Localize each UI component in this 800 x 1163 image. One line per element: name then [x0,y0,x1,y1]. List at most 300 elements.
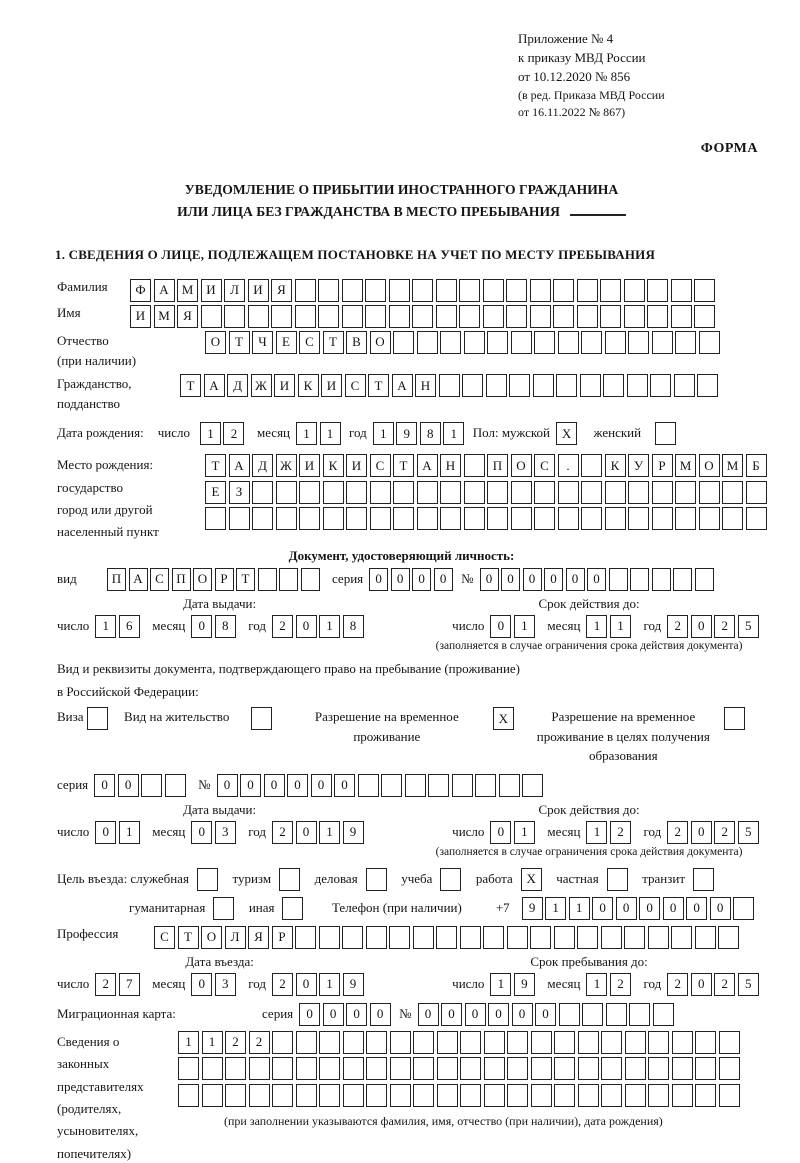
char-cell[interactable] [655,422,676,445]
char-cell[interactable] [342,926,363,949]
char-cell[interactable] [554,1084,575,1107]
char-cell[interactable] [558,481,579,504]
char-cell[interactable] [600,305,621,328]
char-cell[interactable]: 0 [412,568,431,591]
char-cell[interactable] [697,374,718,397]
char-cell[interactable]: 9 [514,973,535,996]
char-cell[interactable]: 0 [710,897,731,920]
char-cell[interactable]: 0 [217,774,238,797]
char-cell[interactable]: 1 [320,422,341,445]
char-cell[interactable] [511,481,532,504]
char-cell[interactable]: С [299,331,320,354]
char-cell[interactable]: 1 [545,897,566,920]
char-cell[interactable] [581,331,602,354]
char-cell[interactable] [522,774,543,797]
char-cell[interactable] [582,1003,603,1026]
char-cell[interactable] [652,507,673,530]
char-cell[interactable] [252,481,273,504]
char-cell[interactable] [343,1057,364,1080]
char-cell[interactable] [87,707,108,730]
char-cell[interactable]: С [370,454,391,477]
char-cell[interactable] [601,1084,622,1107]
char-cell[interactable] [648,1031,669,1054]
char-cell[interactable]: 0 [512,1003,533,1026]
char-cell[interactable] [693,868,714,891]
char-cell[interactable] [648,1057,669,1080]
char-cell[interactable] [390,1084,411,1107]
char-cell[interactable] [746,481,767,504]
char-cell[interactable] [671,305,692,328]
char-cell[interactable] [601,1057,622,1080]
char-cell[interactable] [342,305,363,328]
char-cell[interactable]: Ч [252,331,273,354]
char-cell[interactable] [530,305,551,328]
char-cell[interactable] [301,568,320,591]
char-cell[interactable] [413,1057,434,1080]
char-cell[interactable]: П [172,568,191,591]
char-cell[interactable] [609,568,628,591]
char-cell[interactable] [440,507,461,530]
char-cell[interactable]: 0 [592,897,613,920]
char-cell[interactable]: Е [205,481,226,504]
char-cell[interactable] [605,331,626,354]
char-cell[interactable] [358,774,379,797]
char-cell[interactable] [483,279,504,302]
char-cell[interactable] [437,1057,458,1080]
char-cell[interactable]: Т [205,454,226,477]
char-cell[interactable]: С [534,454,555,477]
char-cell[interactable]: П [487,454,508,477]
char-cell[interactable] [440,868,461,891]
char-cell[interactable] [276,481,297,504]
char-cell[interactable] [647,279,668,302]
char-cell[interactable] [694,279,715,302]
char-cell[interactable]: Ф [130,279,151,302]
char-cell[interactable]: . [558,454,579,477]
char-cell[interactable]: И [321,374,342,397]
char-cell[interactable]: 2 [714,615,735,638]
char-cell[interactable]: Т [236,568,255,591]
char-cell[interactable]: И [346,454,367,477]
char-cell[interactable]: 5 [738,615,759,638]
char-cell[interactable]: С [345,374,366,397]
char-cell[interactable] [437,1084,458,1107]
char-cell[interactable]: 1 [514,821,535,844]
char-cell[interactable] [413,1031,434,1054]
char-cell[interactable] [509,374,530,397]
char-cell[interactable]: 2 [714,821,735,844]
char-cell[interactable]: 0 [566,568,585,591]
char-cell[interactable]: И [299,454,320,477]
char-cell[interactable] [393,481,414,504]
char-cell[interactable]: 6 [119,615,140,638]
char-cell[interactable] [319,1031,340,1054]
char-cell[interactable] [366,1031,387,1054]
char-cell[interactable] [439,374,460,397]
char-cell[interactable]: Т [229,331,250,354]
char-cell[interactable]: 0 [488,1003,509,1026]
char-cell[interactable]: Н [415,374,436,397]
char-cell[interactable] [483,926,504,949]
char-cell[interactable] [746,507,767,530]
char-cell[interactable] [487,331,508,354]
char-cell[interactable]: С [150,568,169,591]
char-cell[interactable] [178,1057,199,1080]
char-cell[interactable] [440,481,461,504]
char-cell[interactable]: И [130,305,151,328]
char-cell[interactable] [487,481,508,504]
char-cell[interactable]: Т [180,374,201,397]
char-cell[interactable]: 5 [738,973,759,996]
char-cell[interactable] [346,507,367,530]
char-cell[interactable]: 1 [569,897,590,920]
char-cell[interactable]: 1 [178,1031,199,1054]
char-cell[interactable]: 2 [272,615,293,638]
char-cell[interactable]: Т [368,374,389,397]
char-cell[interactable]: Р [272,926,293,949]
char-cell[interactable] [436,305,457,328]
char-cell[interactable]: 0 [490,615,511,638]
char-cell[interactable]: О [370,331,391,354]
char-cell[interactable] [460,926,481,949]
char-cell[interactable] [389,305,410,328]
char-cell[interactable] [628,331,649,354]
char-cell[interactable] [393,507,414,530]
char-cell[interactable]: 0 [240,774,261,797]
char-cell[interactable]: 2 [667,615,688,638]
char-cell[interactable] [507,1031,528,1054]
char-cell[interactable] [628,481,649,504]
char-cell[interactable]: 9 [522,897,543,920]
char-cell[interactable] [673,568,692,591]
char-cell[interactable] [225,1057,246,1080]
char-cell[interactable]: 3 [215,821,236,844]
char-cell[interactable]: 1 [319,973,340,996]
char-cell[interactable] [205,507,226,530]
char-cell[interactable] [577,305,598,328]
char-cell[interactable] [393,331,414,354]
char-cell[interactable] [213,897,234,920]
char-cell[interactable]: И [201,279,222,302]
char-cell[interactable]: М [177,279,198,302]
char-cell[interactable] [370,507,391,530]
char-cell[interactable]: 0 [391,568,410,591]
char-cell[interactable] [370,481,391,504]
char-cell[interactable]: 1 [514,615,535,638]
char-cell[interactable]: П [107,568,126,591]
char-cell[interactable] [719,1057,740,1080]
char-cell[interactable] [483,305,504,328]
char-cell[interactable] [276,507,297,530]
char-cell[interactable]: А [417,454,438,477]
char-cell[interactable] [577,279,598,302]
char-cell[interactable]: Т [323,331,344,354]
char-cell[interactable]: 0 [418,1003,439,1026]
char-cell[interactable] [437,1031,458,1054]
char-cell[interactable]: И [274,374,295,397]
char-cell[interactable] [600,279,621,302]
char-cell[interactable]: 8 [343,615,364,638]
char-cell[interactable] [580,374,601,397]
char-cell[interactable] [625,1057,646,1080]
char-cell[interactable] [346,481,367,504]
char-cell[interactable]: О [699,454,720,477]
char-cell[interactable]: 1 [490,973,511,996]
char-cell[interactable] [554,1057,575,1080]
char-cell[interactable] [366,926,387,949]
char-cell[interactable]: 0 [465,1003,486,1026]
char-cell[interactable] [452,774,473,797]
char-cell[interactable]: 2 [225,1031,246,1054]
char-cell[interactable]: 2 [249,1031,270,1054]
char-cell[interactable]: Д [252,454,273,477]
char-cell[interactable]: А [229,454,250,477]
char-cell[interactable]: А [204,374,225,397]
char-cell[interactable]: 9 [396,422,417,445]
char-cell[interactable] [648,1084,669,1107]
char-cell[interactable] [724,707,745,730]
char-cell[interactable]: 1 [200,422,221,445]
char-cell[interactable] [628,507,649,530]
char-cell[interactable] [581,481,602,504]
char-cell[interactable]: И [248,279,269,302]
char-cell[interactable] [699,481,720,504]
char-cell[interactable] [323,481,344,504]
char-cell[interactable]: 0 [501,568,520,591]
char-cell[interactable]: 0 [95,821,116,844]
char-cell[interactable] [558,331,579,354]
char-cell[interactable]: 0 [118,774,139,797]
char-cell[interactable] [531,1084,552,1107]
char-cell[interactable] [530,279,551,302]
char-cell[interactable] [722,507,743,530]
char-cell[interactable] [629,1003,650,1026]
char-cell[interactable] [624,926,645,949]
char-cell[interactable] [577,926,598,949]
char-cell[interactable]: 1 [319,821,340,844]
char-cell[interactable] [511,331,532,354]
char-cell[interactable] [605,507,626,530]
char-cell[interactable]: З [229,481,250,504]
char-cell[interactable] [460,1084,481,1107]
char-cell[interactable]: 0 [480,568,499,591]
char-cell[interactable]: 0 [691,973,712,996]
char-cell[interactable]: Ж [251,374,272,397]
char-cell[interactable] [534,481,555,504]
char-cell[interactable]: О [511,454,532,477]
char-cell[interactable]: 1 [296,422,317,445]
char-cell[interactable] [405,774,426,797]
char-cell[interactable]: Т [393,454,414,477]
char-cell[interactable] [464,507,485,530]
char-cell[interactable] [436,279,457,302]
char-cell[interactable] [534,331,555,354]
char-cell[interactable] [719,1084,740,1107]
char-cell[interactable]: К [605,454,626,477]
char-cell[interactable]: 2 [272,973,293,996]
char-cell[interactable] [675,507,696,530]
char-cell[interactable]: Т [178,926,199,949]
char-cell[interactable] [581,507,602,530]
char-cell[interactable]: Р [215,568,234,591]
char-cell[interactable]: М [722,454,743,477]
char-cell[interactable]: 1 [586,821,607,844]
char-cell[interactable]: У [628,454,649,477]
char-cell[interactable]: 0 [94,774,115,797]
char-cell[interactable] [695,926,716,949]
char-cell[interactable]: 0 [191,821,212,844]
char-cell[interactable]: 0 [311,774,332,797]
char-cell[interactable]: О [193,568,212,591]
char-cell[interactable] [271,305,292,328]
char-cell[interactable]: 2 [610,973,631,996]
char-cell[interactable] [601,926,622,949]
char-cell[interactable]: Я [271,279,292,302]
char-cell[interactable] [484,1057,505,1080]
char-cell[interactable]: О [201,926,222,949]
char-cell[interactable] [534,507,555,530]
char-cell[interactable] [296,1084,317,1107]
char-cell[interactable]: 0 [691,615,712,638]
char-cell[interactable] [507,1084,528,1107]
char-cell[interactable] [460,1031,481,1054]
char-cell[interactable] [282,897,303,920]
char-cell[interactable] [319,1084,340,1107]
char-cell[interactable] [652,331,673,354]
char-cell[interactable] [318,305,339,328]
char-cell[interactable]: 0 [296,821,317,844]
char-cell[interactable] [390,1057,411,1080]
char-cell[interactable]: X [521,868,542,891]
char-cell[interactable]: 9 [343,973,364,996]
char-cell[interactable] [295,305,316,328]
char-cell[interactable] [342,279,363,302]
char-cell[interactable]: 0 [535,1003,556,1026]
char-cell[interactable] [464,331,485,354]
char-cell[interactable]: 0 [686,897,707,920]
char-cell[interactable] [675,331,696,354]
char-cell[interactable] [652,568,671,591]
char-cell[interactable] [440,331,461,354]
char-cell[interactable]: 0 [369,568,388,591]
char-cell[interactable] [459,305,480,328]
char-cell[interactable] [675,481,696,504]
char-cell[interactable] [556,374,577,397]
char-cell[interactable]: 1 [373,422,394,445]
char-cell[interactable]: 0 [587,568,606,591]
char-cell[interactable] [389,926,410,949]
char-cell[interactable] [699,507,720,530]
char-cell[interactable]: 8 [420,422,441,445]
char-cell[interactable] [553,305,574,328]
char-cell[interactable] [366,1084,387,1107]
char-cell[interactable]: 0 [296,973,317,996]
char-cell[interactable] [625,1031,646,1054]
char-cell[interactable] [295,279,316,302]
char-cell[interactable] [484,1084,505,1107]
char-cell[interactable]: 1 [202,1031,223,1054]
char-cell[interactable] [499,774,520,797]
char-cell[interactable] [695,1057,716,1080]
char-cell[interactable] [603,374,624,397]
char-cell[interactable] [460,1057,481,1080]
char-cell[interactable] [249,1084,270,1107]
char-cell[interactable] [578,1057,599,1080]
char-cell[interactable] [627,374,648,397]
char-cell[interactable]: О [205,331,226,354]
char-cell[interactable]: Д [227,374,248,397]
char-cell[interactable] [507,926,528,949]
char-cell[interactable]: Я [177,305,198,328]
char-cell[interactable]: М [154,305,175,328]
char-cell[interactable]: С [154,926,175,949]
char-cell[interactable]: К [323,454,344,477]
char-cell[interactable] [671,279,692,302]
char-cell[interactable]: Н [440,454,461,477]
char-cell[interactable] [605,481,626,504]
char-cell[interactable] [224,305,245,328]
char-cell[interactable]: Б [746,454,767,477]
char-cell[interactable] [272,1057,293,1080]
char-cell[interactable] [296,1031,317,1054]
char-cell[interactable] [694,305,715,328]
char-cell[interactable]: Р [652,454,673,477]
char-cell[interactable] [695,1084,716,1107]
char-cell[interactable]: 0 [191,615,212,638]
char-cell[interactable]: 2 [667,821,688,844]
char-cell[interactable]: 1 [319,615,340,638]
char-cell[interactable] [578,1084,599,1107]
char-cell[interactable] [554,926,575,949]
char-cell[interactable]: 0 [434,568,453,591]
char-cell[interactable] [248,305,269,328]
char-cell[interactable] [279,868,300,891]
char-cell[interactable]: 1 [95,615,116,638]
char-cell[interactable] [674,374,695,397]
char-cell[interactable] [252,507,273,530]
char-cell[interactable] [531,1031,552,1054]
char-cell[interactable] [251,707,272,730]
char-cell[interactable]: 0 [287,774,308,797]
char-cell[interactable] [719,1031,740,1054]
char-cell[interactable] [624,279,645,302]
char-cell[interactable] [581,454,602,477]
char-cell[interactable] [506,305,527,328]
char-cell[interactable]: А [154,279,175,302]
char-cell[interactable]: 1 [443,422,464,445]
char-cell[interactable] [318,279,339,302]
char-cell[interactable] [533,374,554,397]
char-cell[interactable] [601,1031,622,1054]
char-cell[interactable] [319,1057,340,1080]
char-cell[interactable] [202,1057,223,1080]
char-cell[interactable] [672,1057,693,1080]
char-cell[interactable] [141,774,162,797]
char-cell[interactable]: 3 [215,973,236,996]
char-cell[interactable]: 0 [296,615,317,638]
char-cell[interactable] [578,1031,599,1054]
char-cell[interactable]: Е [276,331,297,354]
char-cell[interactable] [507,1057,528,1080]
char-cell[interactable] [323,507,344,530]
char-cell[interactable]: 0 [691,821,712,844]
char-cell[interactable] [272,1031,293,1054]
char-cell[interactable] [417,481,438,504]
char-cell[interactable] [295,926,316,949]
char-cell[interactable]: 1 [119,821,140,844]
char-cell[interactable] [413,1084,434,1107]
char-cell[interactable] [365,279,386,302]
